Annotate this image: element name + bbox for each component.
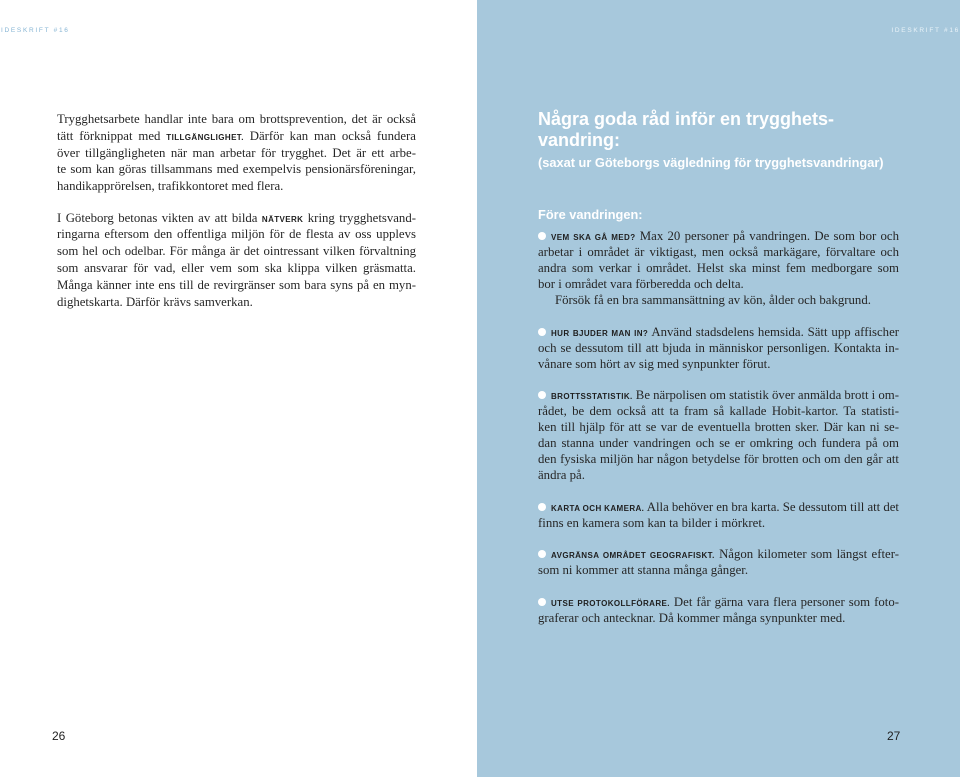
heading-line: vandring: <box>538 130 621 150</box>
tip-line <box>538 387 899 403</box>
bullet-icon <box>538 232 546 240</box>
left-page <box>0 0 477 777</box>
line-text: och se dessutom till att bjuda in människor personligen. Kontakta in- <box>538 340 899 355</box>
line-segment: Be närpolisen om statistik över anmälda brott i om- <box>635 388 899 403</box>
bullet-icon <box>538 328 546 336</box>
tip-item <box>538 499 899 531</box>
line-text: vånare som hört av sig med synpunkter förut. <box>538 356 771 371</box>
line-segment: Använd stadsdelens hemsida. Sätt upp affischer <box>651 324 900 339</box>
line-text: graferar och antecknar. Då kommer många synpunkter med. <box>538 610 846 625</box>
line-text: andra som verkar i området. Helst ska minst fem medborgare som <box>538 261 899 275</box>
tip-item <box>538 324 899 372</box>
paragraph <box>57 111 416 195</box>
tip-line <box>538 451 899 467</box>
tip-line <box>538 499 899 515</box>
line-text: te som kan göras tillsammans med exempelvis pensionärsföreningar, <box>57 162 416 177</box>
tip-label: BROTTSSTATISTIK. <box>551 392 633 402</box>
line-text <box>538 595 899 609</box>
text-line <box>57 161 416 178</box>
tip-line <box>538 610 899 626</box>
line-text <box>538 325 899 339</box>
bullet-icon <box>538 391 546 399</box>
tip-item <box>538 546 899 578</box>
page-number: 27 <box>887 729 901 743</box>
right-page <box>477 0 960 777</box>
line-segment: I Göteborg betonas vikten av att bilda <box>57 210 262 225</box>
tip-label: AVGRÄNSA OMRÅDET GEOGRAFISKT. <box>551 551 715 561</box>
line-segment: kring trygghetsvand- <box>303 210 416 225</box>
line-segment: Max 20 personer på vandringen. De som bor och <box>639 229 899 243</box>
line-text <box>57 211 416 225</box>
tip-line <box>538 324 899 340</box>
tip-label: KARTA OCH KAMERA. <box>551 503 645 513</box>
tip-line-indented <box>538 292 899 308</box>
line-segment: Någon kilometer som längst efter- <box>719 547 899 562</box>
tip-line <box>538 467 899 483</box>
line-text: dan stanna under vandringen och se er omkring och fundera på om <box>538 436 899 451</box>
line-text: ken till hjälp för att se var de eventuella brotten sker. Där kan ni se- <box>538 420 899 435</box>
tip-line <box>538 356 899 372</box>
tip-line <box>538 546 899 562</box>
page-heading <box>538 109 938 151</box>
text-line <box>57 178 416 195</box>
line-text: som hel och odelbar. För många är det ointressant vilken förvaltning <box>57 244 416 259</box>
tips-list <box>538 228 899 626</box>
keyword-term: NÄTVERK <box>261 214 304 224</box>
line-text: dighetskarta. Därför krävs samverkan. <box>57 294 253 309</box>
bullet-icon <box>538 550 546 558</box>
text-line <box>57 210 416 227</box>
tip-line <box>538 435 899 451</box>
text-line <box>57 128 416 145</box>
running-header: IDESKRIFT #16 <box>1 27 70 34</box>
text-line <box>57 226 416 243</box>
text-line <box>57 111 416 128</box>
text-line <box>57 294 416 311</box>
body-text <box>57 111 416 310</box>
line-text <box>538 547 899 561</box>
line-text: arbetar i området är viktigast, men också markägare, förvaltare och <box>538 245 899 259</box>
tip-line <box>538 244 899 260</box>
section-title: Före vandringen: <box>538 207 643 222</box>
tip-line <box>538 228 899 244</box>
running-header: IDESKRIFT #16 <box>891 27 960 34</box>
tip-line <box>538 260 899 276</box>
tip-item <box>538 594 899 626</box>
bullet-icon <box>538 598 546 606</box>
line-text: den fysiska miljön har någon betydelse för brotten och om den går att <box>538 452 899 467</box>
bullet-icon <box>538 503 546 511</box>
line-text: som ansvarar för vad, eller vem som ska klippa vilken gräsmatta. <box>57 260 416 275</box>
line-text <box>538 388 899 402</box>
line-text: Många känner inte ens till de revirgränser som bara syns på en myn- <box>57 277 416 292</box>
line-segment: Därför kan man också fundera <box>243 128 416 143</box>
tip-line <box>538 403 899 419</box>
line-text <box>538 229 899 243</box>
text-line <box>57 243 416 260</box>
line-segment: tätt förknippat med <box>57 128 167 143</box>
line-text: som ni kommer att stanna många gånger. <box>538 563 749 578</box>
line-text <box>538 500 899 514</box>
line-text: Trygghetsarbete handlar inte bara om brottsprevention, det är också <box>57 112 416 126</box>
page-subheading: (saxat ur Göteborgs vägledning för trygghetsvandringar) <box>538 155 884 170</box>
tip-line <box>538 419 899 435</box>
tip-line <box>538 515 899 531</box>
line-segment: Alla behöver en bra karta. Se dessutom till att det <box>646 499 899 514</box>
paragraph <box>57 210 416 311</box>
line-segment: Det får gärna vara flera personer som foto- <box>673 594 899 609</box>
line-text: ringarna eftersom den offentliga miljön för de flesta av oss upplevs <box>57 227 416 242</box>
line-text: bor i området vara förberedda och delta. <box>538 277 744 291</box>
tip-item <box>538 387 899 483</box>
tip-label: HUR BJUDER MAN IN? <box>551 328 649 338</box>
tip-line <box>538 340 899 356</box>
tip-item <box>538 228 899 308</box>
line-text: handikapprörelsen, trafikkontoret med flera. <box>57 179 284 194</box>
tip-label: VEM SKA GÅ MED? <box>551 233 636 242</box>
line-text: finns en kamera som kan ta bilder i mörkret. <box>538 515 766 530</box>
tip-line <box>538 594 899 610</box>
line-text: rådet, be dem också att ta fram så kallade Hobit-kartor. Ta statisti- <box>538 404 899 419</box>
line-text: ändra på. <box>538 468 585 483</box>
line-text: Försök få en bra sammansättning av kön, ålder och bakgrund. <box>555 293 871 307</box>
line-text: över tillgängligheten när man arbetar för trygghet. Det är ett arbe- <box>57 145 416 160</box>
text-line <box>57 277 416 294</box>
tip-line <box>538 562 899 578</box>
tip-line <box>538 276 899 292</box>
page-number: 26 <box>52 729 66 743</box>
keyword-term: TILLGÄNGLIGHET. <box>166 132 244 142</box>
text-line <box>57 260 416 277</box>
line-text <box>57 129 416 143</box>
heading-line: Några goda råd inför en trygghets- <box>538 109 835 129</box>
tip-label: UTSE PROTOKOLLFÖRARE. <box>551 598 670 608</box>
text-line <box>57 145 416 162</box>
